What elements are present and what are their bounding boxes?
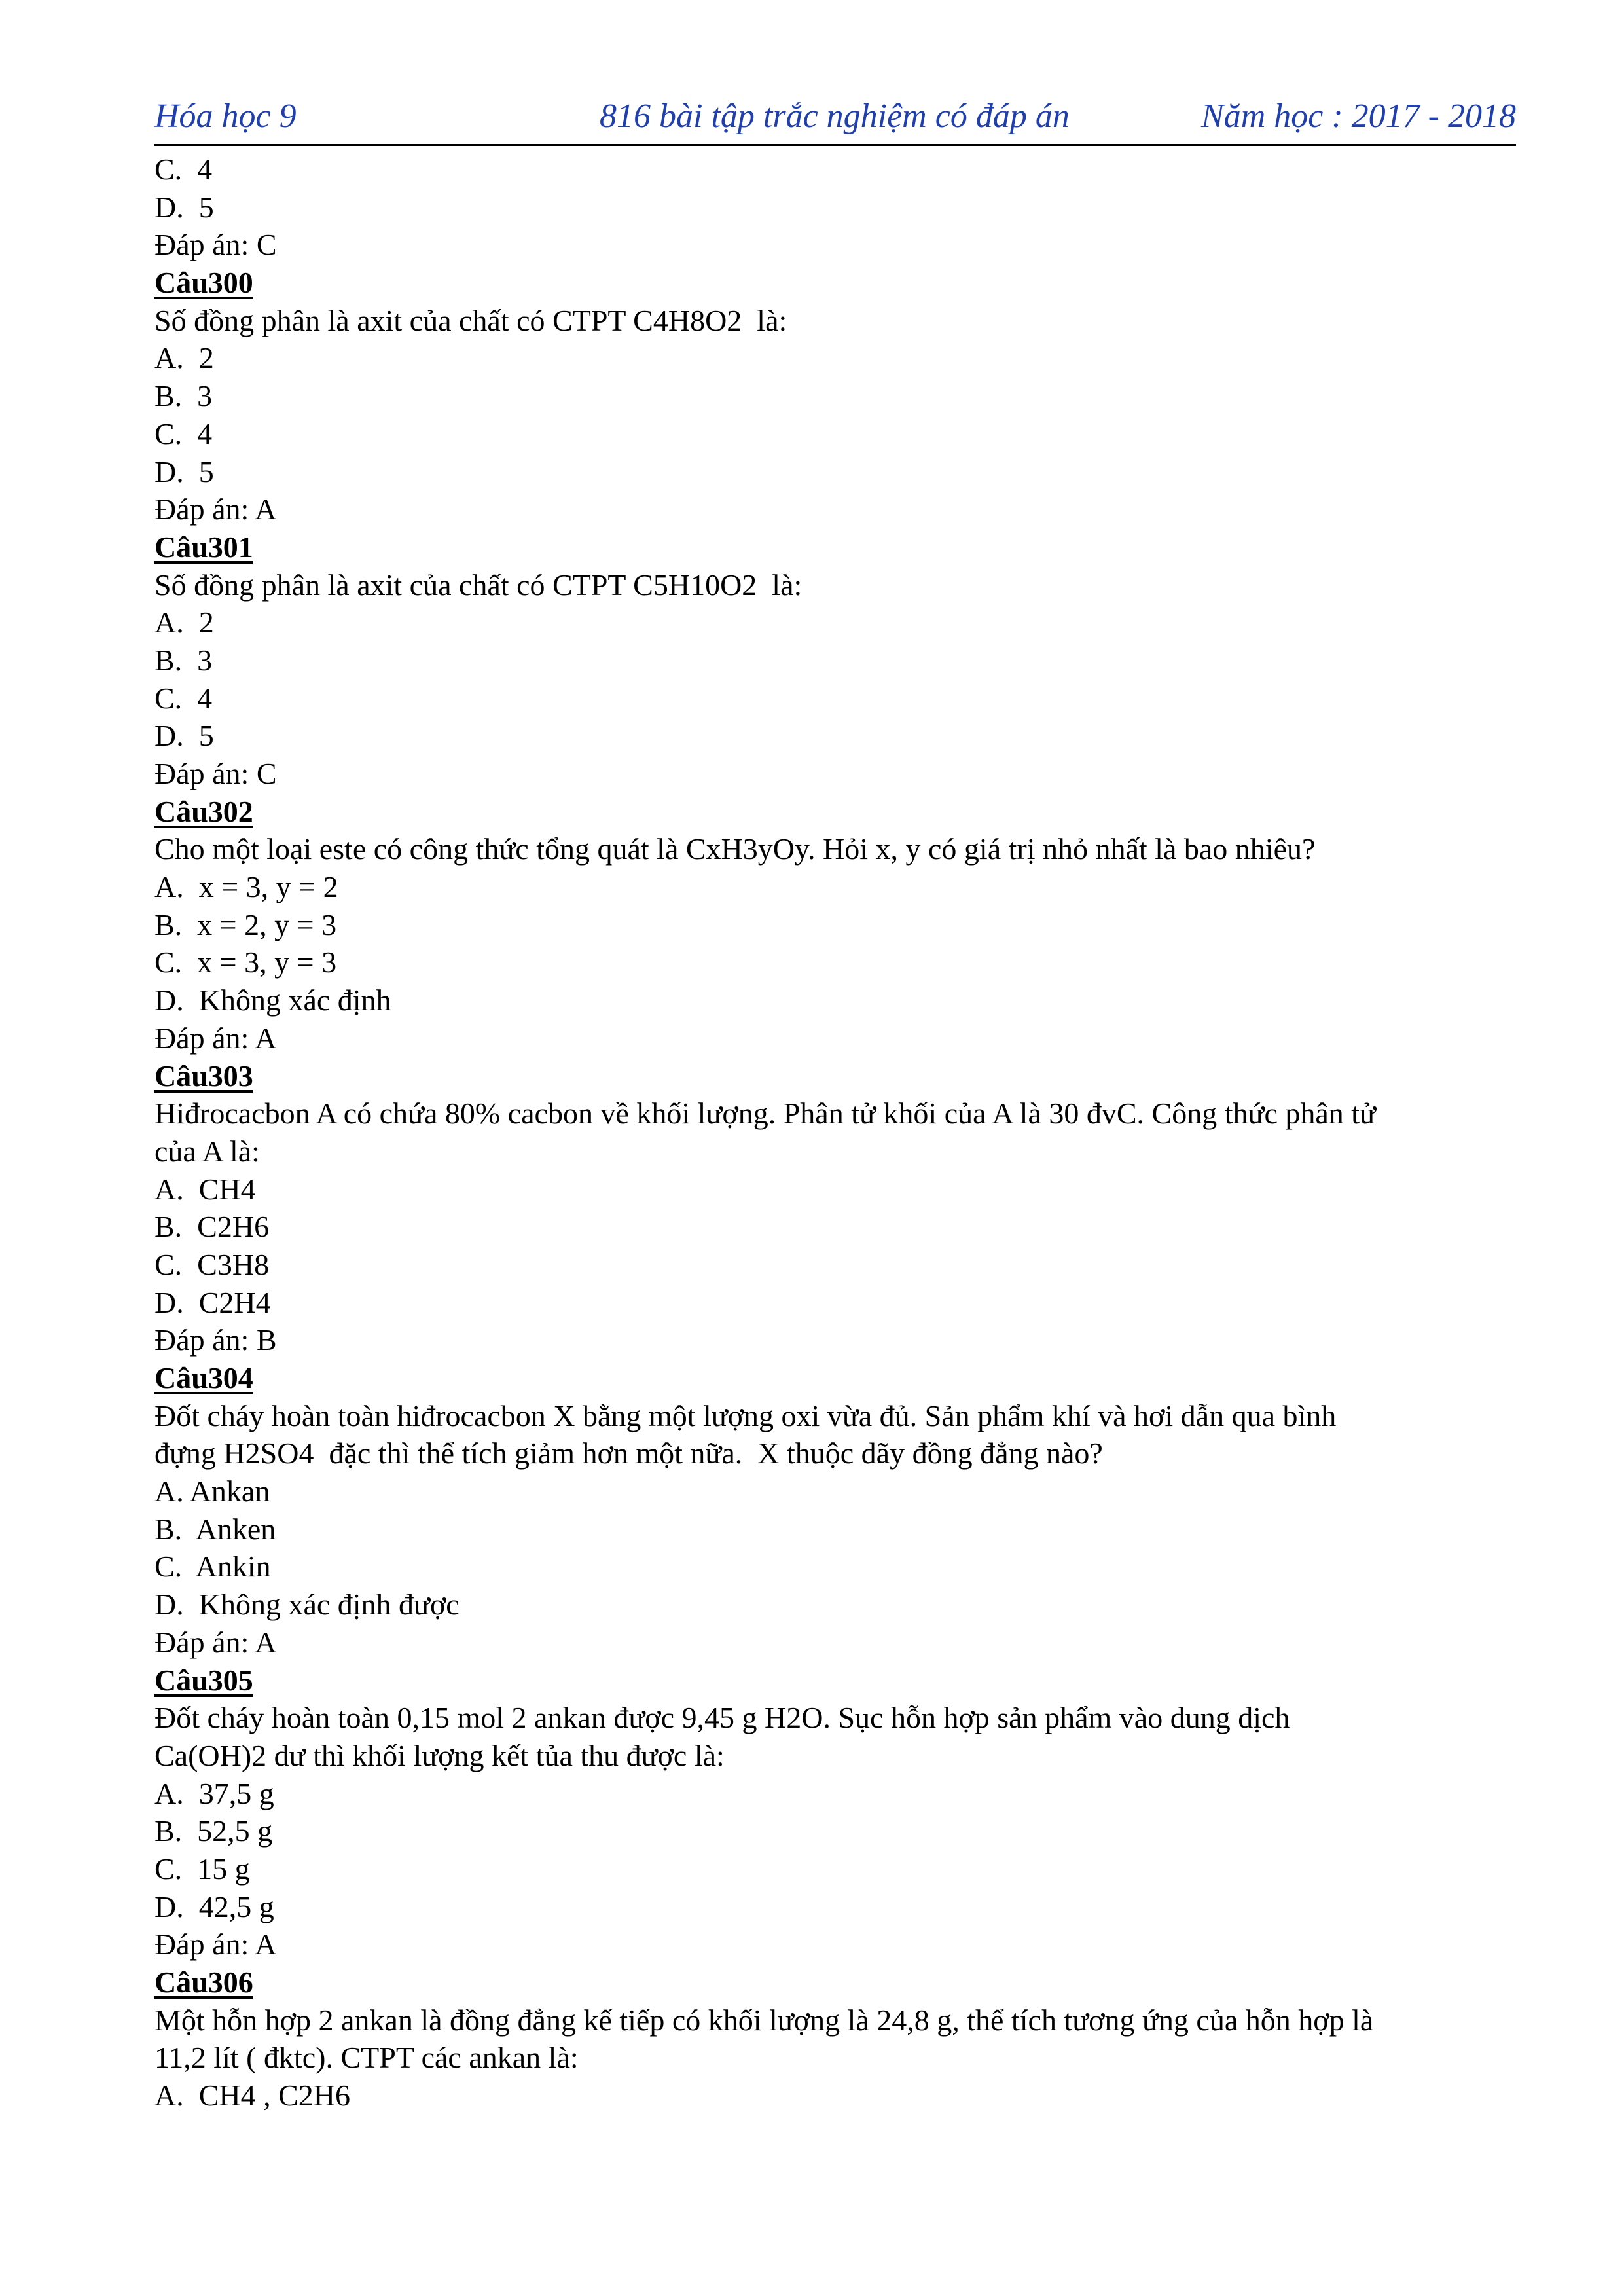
answer: Đáp án: C <box>154 228 277 262</box>
option: D. 5 <box>154 454 214 488</box>
answer: Đáp án: B <box>154 1323 277 1357</box>
option: D. Không xác định được <box>154 1588 460 1622</box>
question-text: đựng H2SO4 đặc thì thể tích giảm hơn một nữa. X thuộc dãy đồng đẳng nào? <box>154 1436 1103 1470</box>
option: A. 37,5 g <box>154 1776 274 1810</box>
option: C. 4 <box>154 153 213 186</box>
question-text: Đốt cháy hoàn toàn hiđrocacbon X bằng một lượng oxi vừa đủ. Sản phẩm khí và hơi dẫn qua bình <box>154 1398 1337 1432</box>
answer: Đáp án: A <box>154 1927 277 1961</box>
question-title: Câu304 <box>154 1361 253 1394</box>
option: C. 15 g <box>154 1851 250 1886</box>
option: D. 5 <box>154 719 214 753</box>
question-title: Câu302 <box>154 794 253 828</box>
option: D. Không xác định <box>154 983 391 1017</box>
question-title: Câu300 <box>154 266 253 300</box>
question-text: 11,2 lít ( đktc). CTPT các ankan là: <box>154 2041 579 2075</box>
answer: Đáp án: A <box>154 492 277 526</box>
question-text: Ca(OH)2 dư thì khối lượng kết tủa thu được là: <box>154 1738 725 1772</box>
option: D. 42,5 g <box>154 1889 274 1923</box>
option: B. Anken <box>154 1512 276 1546</box>
answer: Đáp án: A <box>154 1021 277 1055</box>
option: C. 4 <box>154 681 213 715</box>
question-text: Số đồng phân là axit của chất có CTPT C4H8O2 là: <box>154 303 787 337</box>
option: A. CH4 <box>154 1172 256 1206</box>
option: C. C3H8 <box>154 1247 270 1281</box>
option: C. 4 <box>154 416 213 450</box>
option: B. 3 <box>154 643 213 677</box>
question-title: Câu306 <box>154 1965 253 1999</box>
option: A. CH4 , C2H6 <box>154 2079 351 2113</box>
header-school-year: Năm học : 2017 - 2018 <box>1201 98 1516 135</box>
option: B. x = 2, y = 3 <box>154 907 337 941</box>
question-text: Một hỗn hợp 2 ankan là đồng đẳng kế tiếp có khối lượng là 24,8 g, thể tích tương ứng của hỗn hợp là <box>154 2003 1374 2037</box>
question-title: Câu303 <box>154 1059 253 1093</box>
option: A. x = 3, y = 2 <box>154 870 338 904</box>
question-text: Cho một loại este có công thức tổng quát là CxH3yOy. Hỏi x, y có giá trị nhỏ nhất là bao nhiêu? <box>154 832 1316 866</box>
question-text: Đốt cháy hoàn toàn 0,15 mol 2 ankan được 9,45 g H2O. Sục hỗn hợp sản phẩm vào dung dịch <box>154 1701 1290 1735</box>
option: D. C2H4 <box>154 1285 271 1319</box>
header-subject: Hóa học 9 <box>154 98 297 135</box>
option: A. 2 <box>154 341 214 375</box>
question-text: Hiđrocacbon A có chứa 80% cacbon về khối lượng. Phân tử khối của A là 30 đvC. Công thức phân tử <box>154 1097 1376 1131</box>
option: A. 2 <box>154 606 214 640</box>
option: D. 5 <box>154 190 214 224</box>
question-title: Câu301 <box>154 530 253 564</box>
question-title: Câu305 <box>154 1663 253 1697</box>
option: B. 52,5 g <box>154 1814 273 1848</box>
answer: Đáp án: C <box>154 757 277 790</box>
option: A. Ankan <box>154 1474 270 1508</box>
question-text: của A là: <box>154 1134 260 1168</box>
option: C. Ankin <box>154 1550 271 1584</box>
answer: Đáp án: A <box>154 1625 277 1659</box>
option: C. x = 3, y = 3 <box>154 945 337 979</box>
header-title: 816 bài tập trắc nghiệm có đáp án <box>600 98 1070 135</box>
page-content <box>154 151 1516 2115</box>
option: B. C2H6 <box>154 1210 270 1244</box>
question-text: Số đồng phân là axit của chất có CTPT C5H10O2 là: <box>154 568 803 602</box>
page-header <box>154 92 1516 146</box>
option: B. 3 <box>154 379 213 413</box>
